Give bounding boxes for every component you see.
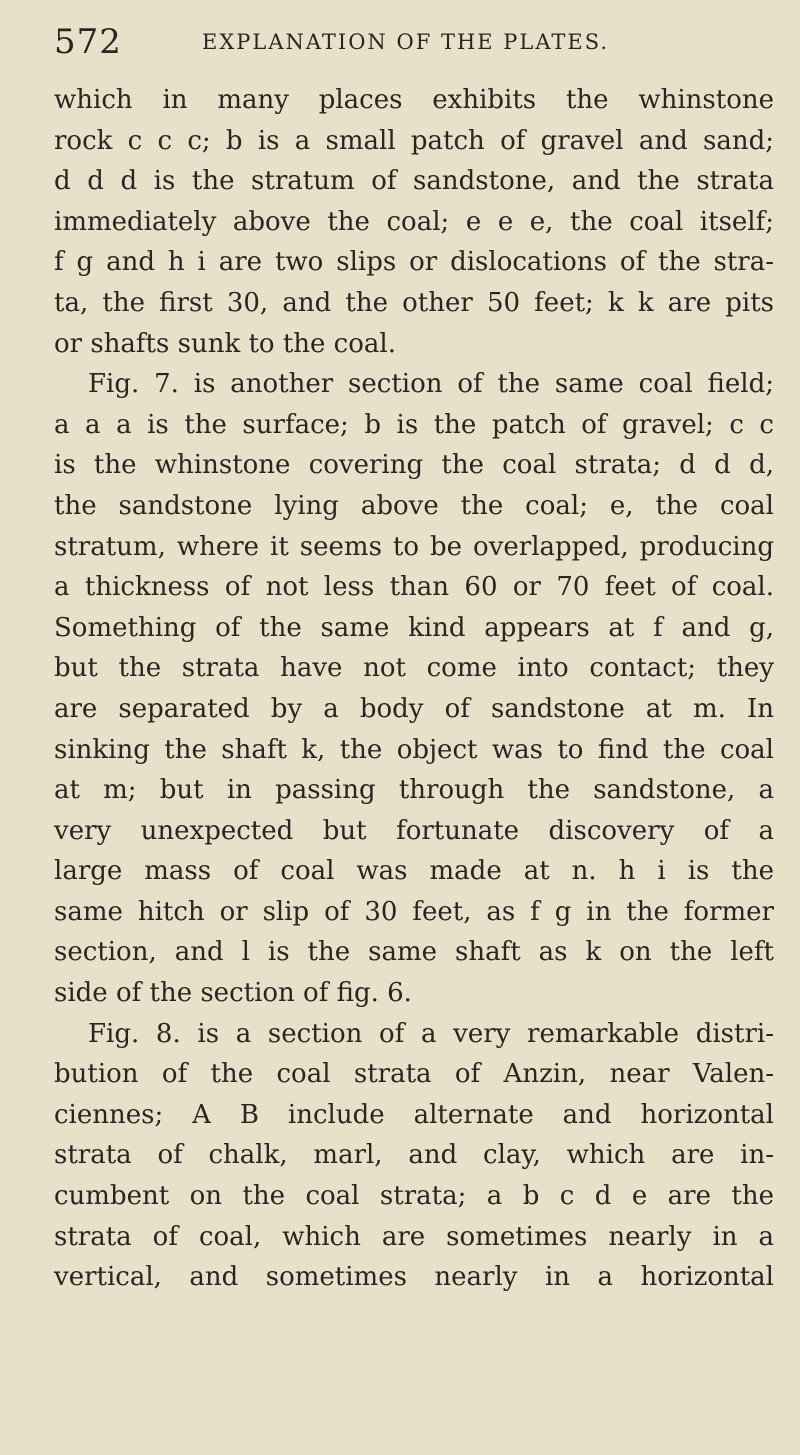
text-line: bution of the coal strata of Anzin, near Valen- (54, 1059, 774, 1090)
text-line: but the strata have not come into contact; they (54, 653, 774, 684)
text-line: very unexpected but fortunate discovery of a (54, 815, 774, 846)
body-text (54, 80, 774, 1298)
text-line: same hitch or slip of 30 feet, as f g in the former (54, 896, 774, 927)
text-line: at m; but in passing through the sandstone, a (54, 775, 774, 806)
text-line: Fig. 7. is another section of the same coal field; (88, 369, 774, 400)
text-line: side of the section of fig. 6. (54, 978, 412, 1009)
text-line: strata of coal, which are sometimes nearly in a (54, 1221, 774, 1252)
text-line: a thickness of not less than 60 or 70 feet of coal. (54, 572, 774, 603)
text-line: vertical, and sometimes nearly in a horizontal (54, 1262, 774, 1293)
text-line: immediately above the coal; e e e, the coal itself; (54, 206, 774, 237)
text-line: d d d is the stratum of sandstone, and the strata (54, 166, 774, 197)
page-number: 572 (54, 22, 122, 62)
text-line: cumbent on the coal strata; a b c d e are the (54, 1181, 774, 1212)
text-line: strata of chalk, marl, and clay, which are in- (54, 1140, 774, 1171)
text-line: the sandstone lying above the coal; e, the coal (54, 490, 774, 521)
text-line: is the whinstone covering the coal strata; d d d, (54, 450, 774, 481)
text-line: Something of the same kind appears at f and g, (54, 612, 774, 643)
text-line: f g and h i are two slips or dislocations of the stra- (54, 247, 774, 278)
text-line: Fig. 8. is a section of a very remarkable distri- (88, 1018, 774, 1049)
text-line: ta, the first 30, and the other 50 feet; k k are pits (54, 287, 774, 318)
text-line: section, and l is the same shaft as k on the left (54, 937, 774, 968)
text-line: large mass of coal was made at n. h i is the (54, 856, 774, 887)
text-line: stratum, where it seems to be overlapped, producing (54, 531, 774, 562)
text-line: a a a is the surface; b is the patch of gravel; c c (54, 409, 774, 440)
text-line: rock c c c; b is a small patch of gravel and sand; (54, 125, 774, 156)
running-title: EXPLANATION OF THE PLATES. (202, 30, 610, 54)
page-header (54, 22, 754, 62)
text-line: which in many places exhibits the whinstone (54, 85, 774, 115)
text-line: ciennes; A B include alternate and horizontal (54, 1099, 774, 1130)
text-line: are separated by a body of sandstone at m. In (54, 693, 774, 724)
text-line: sinking the shaft k, the object was to find the coal (54, 734, 774, 765)
text-line: or shafts sunk to the coal. (54, 328, 396, 359)
